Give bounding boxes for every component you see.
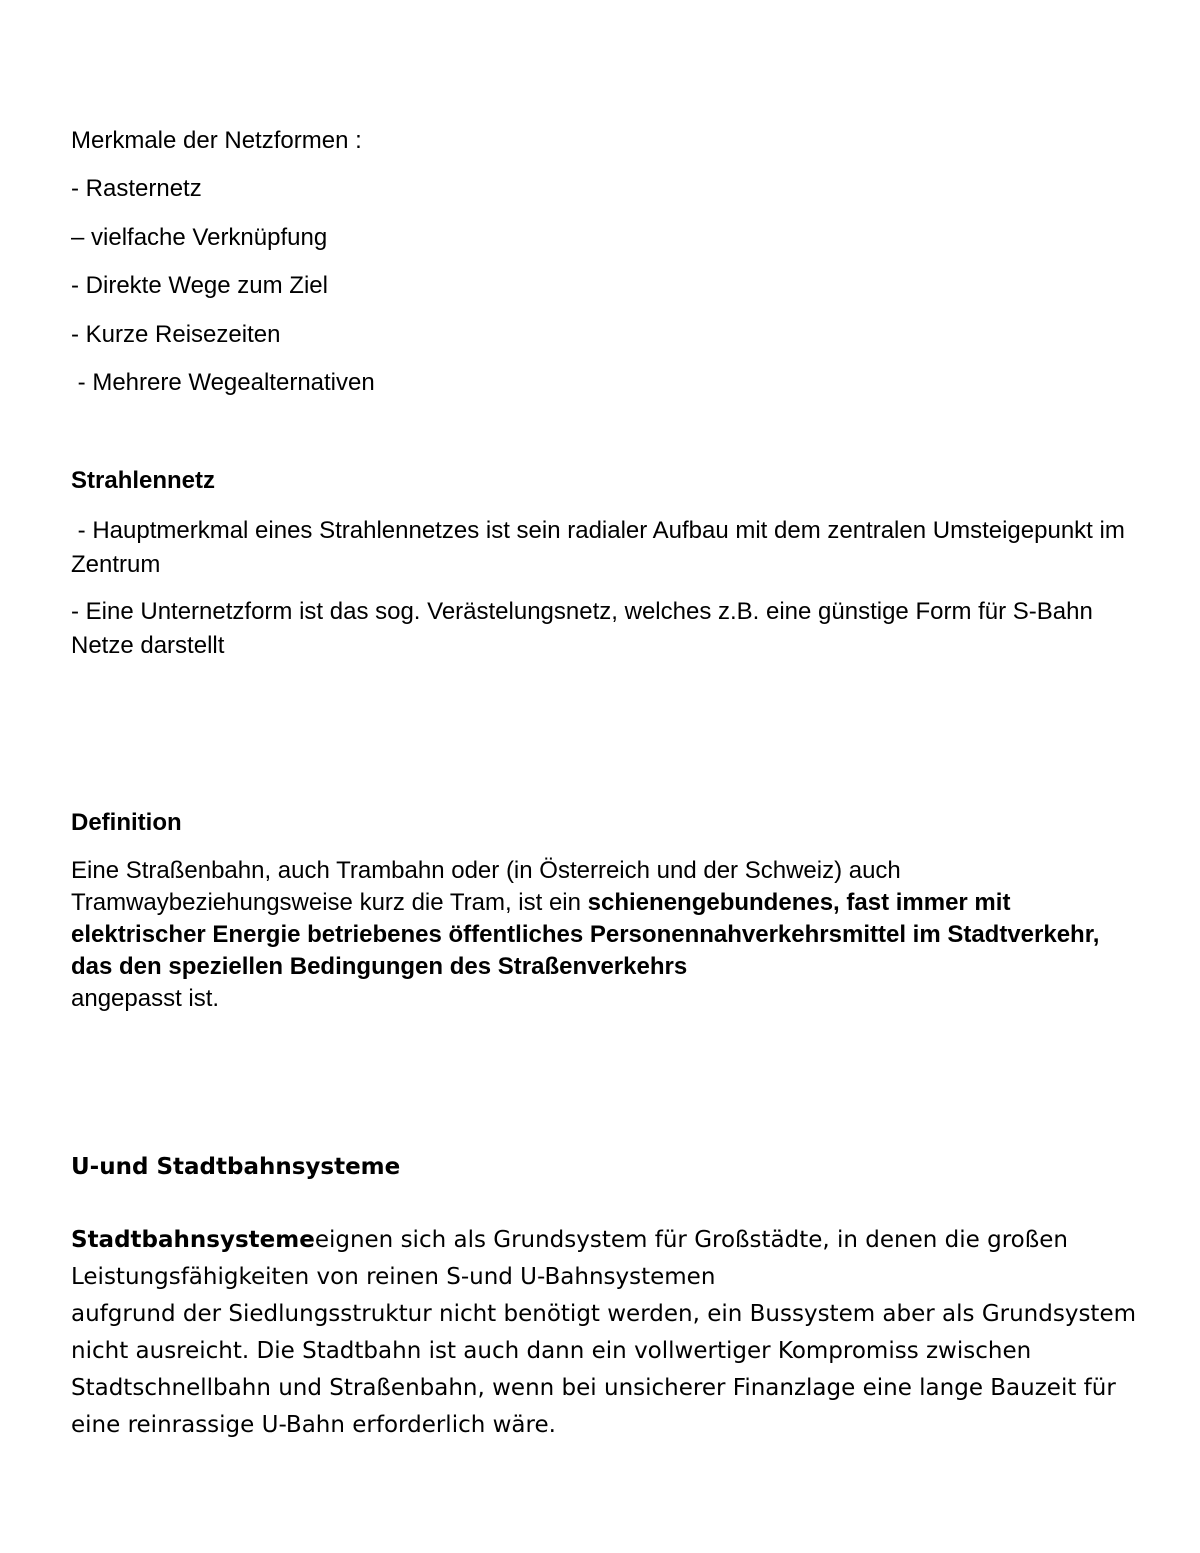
definition-text-bold: schienengebundenes, fast immer mit elektrischer Energie betriebenes öffentliches Personennahverkehrsmittel im Stadtverkehr, das den speziellen Bedingungen des Straßenverkehrs xyxy=(71,889,1100,980)
definition-heading: Definition xyxy=(71,809,182,836)
netzformen-title: Merkmale der Netzformen : xyxy=(71,127,362,154)
ubahn-lead-bold: Stadtbahnsysteme xyxy=(71,1227,315,1253)
list-item: - Mehrere Wegealternativen xyxy=(71,369,375,396)
definition-paragraph xyxy=(71,855,1141,1015)
list-item: - Rasternetz xyxy=(71,175,202,202)
definition-text-end: angepasst ist. xyxy=(71,985,220,1012)
ubahn-body: aufgrund der Siedlungsstruktur nicht benötigt werden, ein Bussystem aber als Grundsystem nicht ausreicht. Die Stadtbahn ist auch dann ein vollwertiger Kompromiss zwischen Stadtschnellbahn und Straßenbahn, wenn bei unsicherer Finanzlage eine lange Bauzeit für eine reinrassige U-Bahn erforderlich wäre. xyxy=(71,1301,1137,1438)
ubahn-paragraph xyxy=(71,1222,1141,1444)
ubahn-heading: U-und Stadtbahnsysteme xyxy=(71,1154,401,1180)
list-item: - Direkte Wege zum Ziel xyxy=(71,272,328,299)
list-item: - Kurze Reisezeiten xyxy=(71,321,281,348)
strahlennetz-paragraph-1: - Hauptmerkmal eines Strahlennetzes ist sein radialer Aufbau mit dem zentralen Umsteigepunkt im Zentrum xyxy=(71,517,1132,578)
list-item: – vielfache Verknüpfung xyxy=(71,224,328,251)
strahlennetz-heading: Strahlennetz xyxy=(71,467,216,494)
definition-text-start: Eine Straßenbahn, auch Trambahn oder (in Österreich und der Schweiz) auch Tramwaybeziehungsweise kurz die Tram, ist ein xyxy=(71,857,901,916)
ubahn-lead-rest: eignen sich als Grundsystem für Großstädte, in denen die großen Leistungsfähigkeiten von reinen S-und U-Bahnsystemen xyxy=(71,1227,1068,1290)
strahlennetz-paragraph-2: - Eine Unternetzform ist das sog. Verästelungsnetz, welches z.B. eine günstige Form für S-Bahn Netze darstellt xyxy=(71,598,1093,659)
